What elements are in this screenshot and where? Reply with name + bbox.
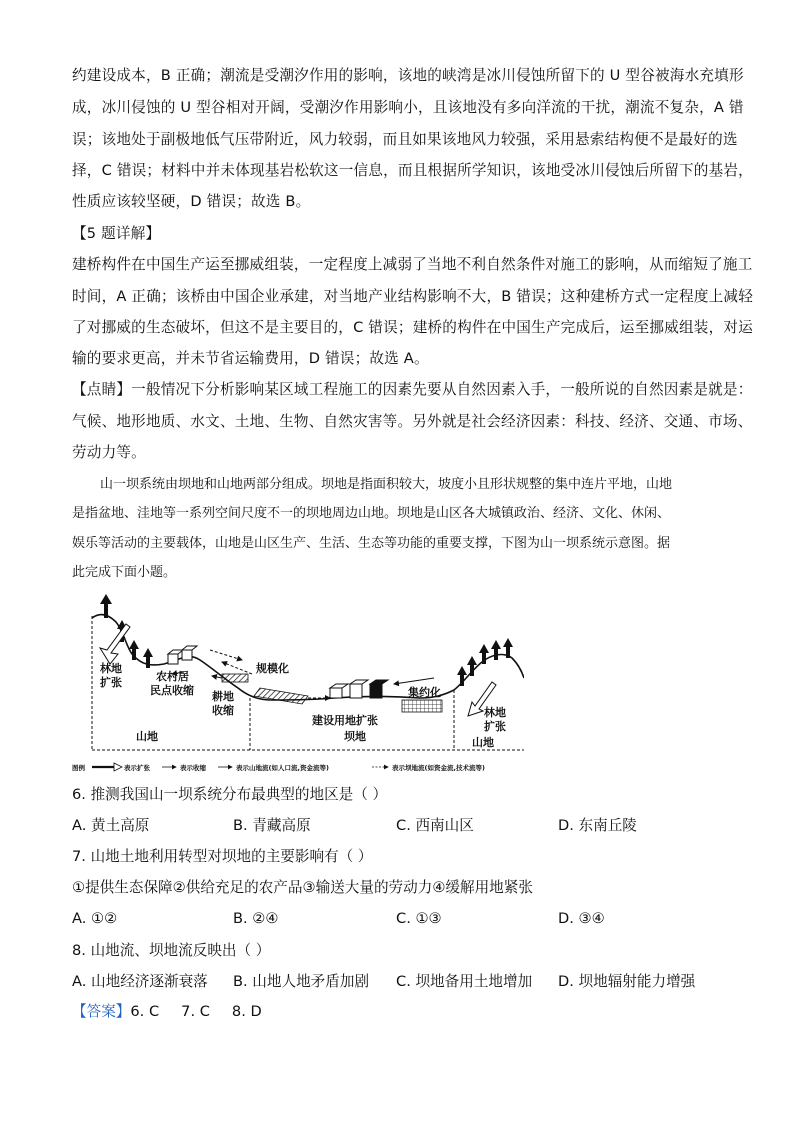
legend-expand: 表示扩张 bbox=[124, 764, 150, 772]
question-6-option-a: A. 黄土高原 bbox=[72, 817, 150, 834]
intensive-farmland bbox=[402, 700, 442, 712]
mountain-basin-diagram bbox=[72, 588, 524, 776]
legend-shrink: 表示收缩 bbox=[180, 764, 206, 772]
diagram-legend bbox=[72, 763, 485, 772]
question-7-option-b: B. ②④ bbox=[233, 910, 279, 927]
question-7-stem: 7. 山地土地利用转型对坝地的主要影响有（ ） bbox=[72, 848, 373, 865]
scale-farming-strip bbox=[254, 688, 308, 704]
question-6-option-c: C. 西南山区 bbox=[396, 817, 474, 834]
question-8-option-d: D. 坝地辐射能力增强 bbox=[558, 973, 696, 990]
question-6-option-b: B. 青藏高原 bbox=[233, 817, 311, 834]
tip-line: 气候、地形地质、水文、土地、生物、自然灾害等。另外就是社会经济因素：科技、经济、交通、市场、 bbox=[72, 413, 753, 430]
explanation-line: 择，C 错误；材料中并未体现基岩松软这一信息，而且根据所学知识，该地受冰川侵蚀后所留下的基岩， bbox=[72, 162, 753, 179]
legend-mountain-flow: 表示山地流(如人口流,资金流等) bbox=[236, 764, 329, 772]
question-7-option-a: A. ①② bbox=[72, 910, 118, 927]
explanation-line: 成，冰川侵蚀的 U 型谷相对开阔，受潮汐作用影响小，且该地没有多向洋流的干扰，潮流不复杂，A 错 bbox=[72, 99, 744, 116]
expand-arrow-left bbox=[100, 624, 130, 664]
tip-line: 【点睛】一般情况下分析影响某区域工程施工的因素先要从自然因素入手，一般所说的自然因素是就是： bbox=[72, 381, 753, 398]
label-village-1: 农村居 bbox=[156, 670, 189, 683]
passage-line: 是指盆地、洼地等一系列空间尺度不一的坝地周边山地。坝地是山区各大城镇政治、经济、文化、休闲、 bbox=[72, 506, 671, 521]
label-construction: 建设用地扩张 bbox=[312, 714, 378, 727]
label-forest-right-1: 林地 bbox=[484, 706, 506, 719]
question-8-option-b: B. 山地人地矛盾加剧 bbox=[233, 973, 370, 990]
question-6-stem: 6. 推测我国山一坝系统分布最典型的地区是（ ） bbox=[72, 786, 388, 803]
legend-basin-flow: 表示坝地流(如资金流,技术流等) bbox=[392, 764, 485, 772]
label-forest-right-2: 扩张 bbox=[484, 720, 506, 733]
answer-6: 6. C bbox=[130, 1003, 160, 1020]
passage-line: 此完成下面小题。 bbox=[72, 565, 177, 580]
construction-buildings bbox=[330, 680, 388, 698]
question-8-stem: 8. 山地流、坝地流反映出（ ） bbox=[72, 942, 271, 959]
question-8-option-a: A. 山地经济逐渐衰落 bbox=[72, 973, 208, 990]
answer-line bbox=[72, 1002, 262, 1022]
question-7-statements: ①提供生态保障②供给充足的农产品③输送大量的劳动力④缓解用地紧张 bbox=[72, 879, 533, 896]
farmland-patch bbox=[222, 674, 248, 682]
legend-prefix: 图例 bbox=[72, 764, 85, 772]
explanation-line: 误；该地处于副极地低气压带附近，风力较弱，而且如果该地风力较强，采用悬索结构便不是最好的选 bbox=[72, 131, 738, 148]
question-8-option-c: C. 坝地备用土地增加 bbox=[396, 973, 533, 990]
explanation-line: 时间，A 正确；该桥由中国企业承建，对当地产业结构影响不大，B 错误；这种建桥方式一定程度上减轻 bbox=[72, 288, 754, 305]
answer-7: 7. C bbox=[181, 1003, 210, 1020]
village-houses bbox=[168, 646, 197, 664]
label-intensive: 集约化 bbox=[408, 686, 441, 699]
explanation-line: 建桥构件在中国生产运至挪威组装，一定程度上减弱了当地不利自然条件对施工的影响，从而缩短了施工 bbox=[72, 256, 753, 273]
label-basin: 坝地 bbox=[344, 730, 366, 743]
flow-arrows-top bbox=[210, 650, 252, 674]
explanation-line: 性质应该较坚硬，D 错误；故选 B。 bbox=[72, 193, 311, 210]
answer-label: 【答案】 bbox=[72, 1003, 131, 1020]
label-mountain-right: 山地 bbox=[472, 736, 494, 749]
question-7-option-c: C. ①③ bbox=[396, 910, 442, 927]
section-heading-5: 【5 题详解】 bbox=[72, 225, 161, 242]
label-forest-left-2: 扩张 bbox=[100, 676, 122, 689]
label-farm-2: 收缩 bbox=[212, 704, 234, 717]
label-forest-left-1: 林地 bbox=[100, 662, 122, 675]
label-scale: 规模化 bbox=[256, 662, 289, 675]
tip-line: 劳动力等。 bbox=[72, 444, 146, 461]
label-mountain-left: 山地 bbox=[136, 730, 158, 743]
passage-line: 娱乐等活动的主要载体，山地是山区生产、生活、生态等功能的重要支撑，下图为山一坝系统示意图。据 bbox=[72, 536, 671, 551]
label-village-2: 民点收缩 bbox=[150, 684, 194, 697]
explanation-line: 约建设成本，B 正确；潮流是受潮汐作用的影响，该地的峡湾是冰川侵蚀所留下的 U 型谷被海水充填形 bbox=[72, 67, 744, 84]
question-6-option-d: D. 东南丘陵 bbox=[558, 817, 637, 834]
passage-line: 山一坝系统由坝地和山地两部分组成。坝地是指面积较大，坡度小且形状规整的集中连片平地，山地 bbox=[100, 477, 673, 492]
question-7-option-d: D. ③④ bbox=[558, 910, 605, 927]
explanation-line: 输的要求更高，并未节省运输费用，D 错误；故选 A。 bbox=[72, 350, 429, 367]
explanation-line: 了对挪威的生态破坏，但这不是主要目的，C 错误；建桥的构件在中国生产完成后，运至挪威组装，对运 bbox=[72, 319, 753, 336]
answer-8: 8. D bbox=[231, 1003, 262, 1020]
label-farm-1: 耕地 bbox=[212, 690, 234, 703]
